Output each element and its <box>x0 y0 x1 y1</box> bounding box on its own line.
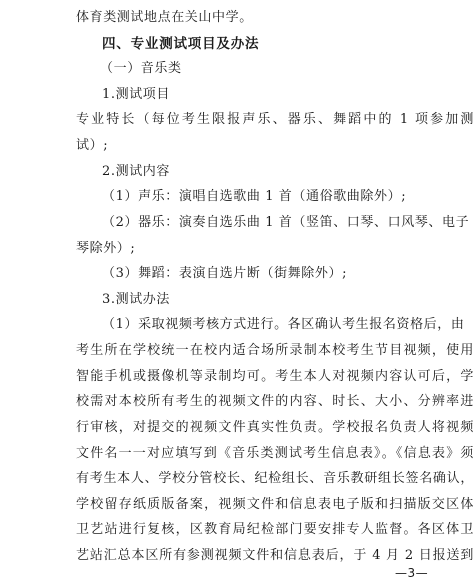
section-heading: 四、专业测试项目及办法 <box>102 36 260 52</box>
body-line-17: 行审核，对提交的视频文件真实性负责。学校报名负责人将视频 <box>76 420 474 435</box>
body-line-5: 专业特长（每位考生限报声乐、器乐、舞蹈中的 1 项参加测 <box>76 112 474 127</box>
body-line-21: 卫艺站进行复核，区教育局纪检部门要安排专人监督。各区体卫 <box>76 522 474 537</box>
body-line-19: 有考生本人、学校分管校长、纪检组长、音乐教研组长签名确认， <box>76 471 474 486</box>
body-line-1: 体育类测试地点在关山中学。 <box>76 10 253 25</box>
body-line-13: （1）采取视频考核方式进行。各区确认考生报名资格后，由 <box>102 317 465 332</box>
item-heading-test-items: 1.测试项目 <box>102 87 171 102</box>
body-line-9: （2）器乐：演奏自选乐曲 1 首（竖笛、口琴、口风琴、电子 <box>102 215 470 230</box>
item-heading-test-content: 2.测试内容 <box>102 164 171 179</box>
subsection-heading: （一）音乐类 <box>100 61 182 76</box>
body-line-16: 校需对本校所有考生的视频文件的内容、时长、大小、分辨率进 <box>76 394 474 409</box>
body-line-8: （1）声乐：演唱自选歌曲 1 首（通俗歌曲除外）; <box>102 189 407 204</box>
page-number: —3— <box>395 566 429 580</box>
body-line-10: 琴除外）; <box>76 241 136 256</box>
body-line-22: 艺站汇总本区所有参测视频文件和信息表后，于 4 月 2 日报送到 <box>76 548 474 563</box>
item-heading-test-method: 3.测试办法 <box>102 292 171 307</box>
body-line-11: （3）舞蹈：表演自选片断（街舞除外）; <box>102 266 348 281</box>
body-line-20: 学校留存纸质版备案，视频文件和信息表电子版和扫描版交区体 <box>76 497 474 512</box>
body-line-6: 试）; <box>76 138 109 153</box>
body-line-18: 文件名一一对应填写到《音乐类测试考生信息表》。《信息表》须 <box>76 446 474 461</box>
body-line-15: 智能手机或摄像机等录制均可。考生本人对视频内容认可后，学 <box>76 369 474 384</box>
body-line-14: 考生所在学校统一在校内适合场所录制本校考生节目视频，使用 <box>76 343 474 358</box>
